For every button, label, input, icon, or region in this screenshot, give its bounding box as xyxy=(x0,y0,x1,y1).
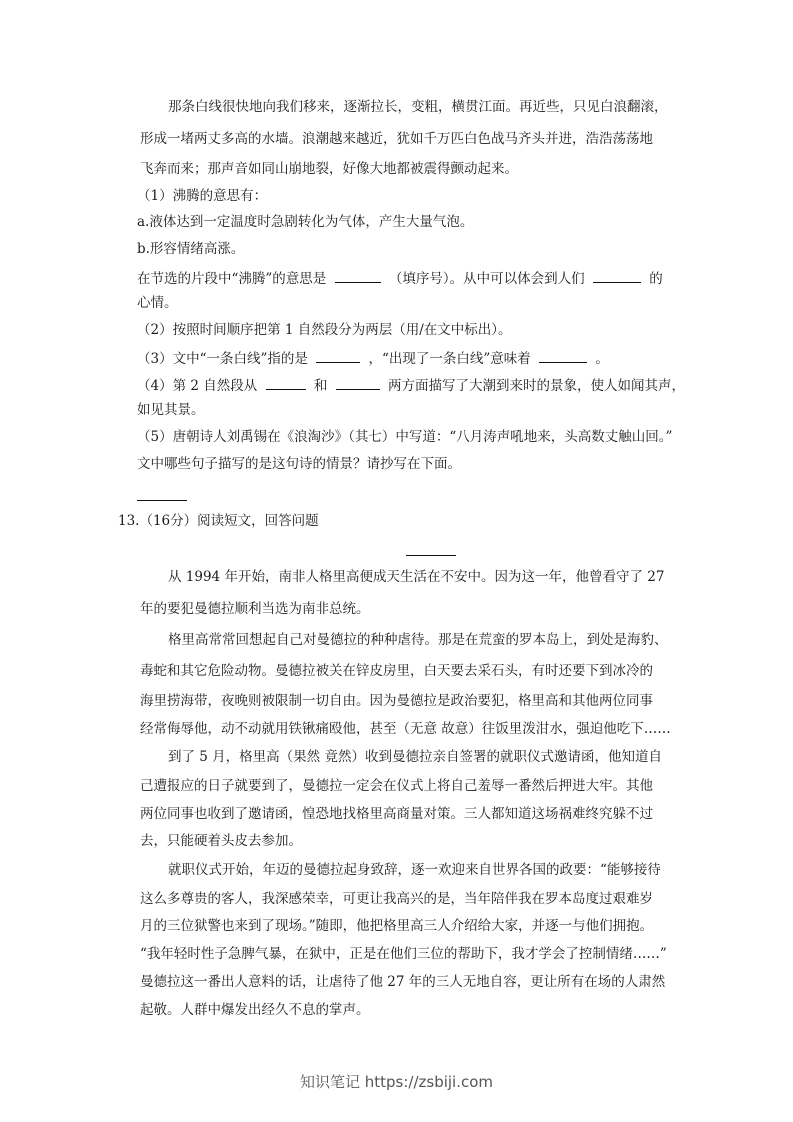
footer-watermark: 知识笔记 https://zsbiji.com xyxy=(299,1073,494,1091)
question-4-cont: 如见其景。 xyxy=(137,402,205,418)
question-1-option-b: b.形容情绪高涨。 xyxy=(137,241,245,257)
question-13-header: 13.（16分）阅读短文，回答问题 xyxy=(118,513,319,529)
question-4 xyxy=(137,375,685,395)
question-4-text: （4）第 2 自然段从 xyxy=(137,378,258,394)
question-1-text: 在节选的片段中“沸腾”的意思是 xyxy=(137,271,327,287)
passage-line: 形成一堵两丈多高的水墙。浪潮越来越近，犹如千万匹白色战马齐头并进，浩浩荡荡地 xyxy=(140,131,653,147)
story-line: 这么多尊贵的客人，我深感荣幸，可更让我高兴的是，当年陪伴我在罗本岛度过艰难岁 xyxy=(140,891,653,907)
answer-blank[interactable] xyxy=(539,348,587,363)
passage-line: 那条白线很快地向我们移来，逐渐拉长，变粗，横贯江面。再近些，只见白浪翻滚， xyxy=(168,99,668,115)
story-line: 去，只能硬着头皮去参加。 xyxy=(140,833,302,849)
story-line: 经常侮辱他，动不动就用铁锹痛殴他，甚至（无意 故意）往饭里泼泔水，强迫他吃下…… xyxy=(140,721,671,737)
answer-blank[interactable] xyxy=(593,268,641,283)
question-5: （5）唐朝诗人刘禹锡在《浪淘沙》（其七）中写道：“八月涛声吼地来，头高数丈触山回。” xyxy=(137,429,673,445)
answer-blank[interactable] xyxy=(266,375,306,390)
story-line: 月的三位狱警也来到了现场。”随即，他把格里高三人介绍给大家，并逐一与他们拥抱。 xyxy=(140,918,654,934)
story-line: 从 1994 年开始，南非人格里高便成天生活在不安中。因为这一年，他曾看守了 27 xyxy=(168,569,665,585)
answer-line[interactable] xyxy=(137,500,187,501)
question-2: （2）按照时间顺序把第 1 自然段分为两层（用/在文中标出）。 xyxy=(137,322,512,338)
answer-blank[interactable] xyxy=(336,375,380,390)
story-line: 就职仪式开始，年迈的曼德拉起身致辞，逐一欢迎来自世界各国的政要：“能够接待 xyxy=(168,862,661,878)
question-5-cont: 文中哪些句子描写的是这句诗的情景？请抄写在下面。 xyxy=(137,456,461,472)
question-3-text: （3）文中“一条白线”指的是 xyxy=(137,351,308,367)
question-3 xyxy=(137,348,609,368)
answer-blank[interactable] xyxy=(316,348,360,363)
story-line: 曼德拉这一番出人意料的话，让虐待了他 27 年的三人无地自容，更让所有在场的人肃然 xyxy=(140,974,666,990)
story-line: 起敬。人群中爆发出经久不息的掌声。 xyxy=(140,1002,370,1018)
story-line: 年的要犯曼德拉顺利当选为南非总统。 xyxy=(140,601,370,617)
title-blank[interactable] xyxy=(406,555,456,556)
question-3-text: ，“出现了一条白线”意味着 xyxy=(368,351,531,367)
question-3-text: 。 xyxy=(595,351,609,367)
story-line: “我年轻时性子急脾气暴，在狱中，正是在他们三位的帮助下，我才学会了控制情绪……” xyxy=(140,946,667,962)
question-1-title: （1）沸腾的意思有： xyxy=(137,188,268,204)
passage-line: 飞奔而来；那声音如同山崩地裂，好像大地都被震得颤动起来。 xyxy=(140,161,518,177)
question-1-text-cont: 心情。 xyxy=(137,295,178,311)
question-1-prompt xyxy=(137,268,663,288)
question-1-text: 的 xyxy=(649,271,663,287)
question-4-text: 和 xyxy=(313,378,328,394)
story-line: 己遭报应的日子就要到了，曼德拉一定会在仪式上将自己羞辱一番然后押进大牢。其他 xyxy=(140,778,653,794)
story-line: 毒蛇和其它危险动物。曼德拉被关在锌皮房里，白天要去采石头，有时还要下到冰冷的 xyxy=(140,663,653,679)
story-line: 海里捞海带，夜晚则被限制一切自由。因为曼德拉是政治要犯，格里高和其他两位同事 xyxy=(140,693,653,709)
question-1-text: （填序号）。从中可以体会到人们 xyxy=(388,271,585,287)
story-line: 两位同事也收到了邀请函，惶恐地找格里高商量对策。三人都知道这场祸难终究躲不过 xyxy=(140,806,653,822)
story-line: 到了 5 月，格里高（果然 竟然）收到曼德拉亲自签署的就职仪式邀请函，他知道自 xyxy=(168,749,662,765)
story-line: 格里高常常回想起自己对曼德拉的种种虐待。那是在荒蛮的罗本岛上，到处是海豹、 xyxy=(168,632,668,648)
question-1-option-a: a.液体达到一定温度时急剧转化为气体，产生大量气泡。 xyxy=(137,214,474,230)
answer-blank[interactable] xyxy=(335,268,381,283)
question-4-text: 两方面描写了大潮到来时的景象，使人如闻其声， xyxy=(387,378,685,394)
